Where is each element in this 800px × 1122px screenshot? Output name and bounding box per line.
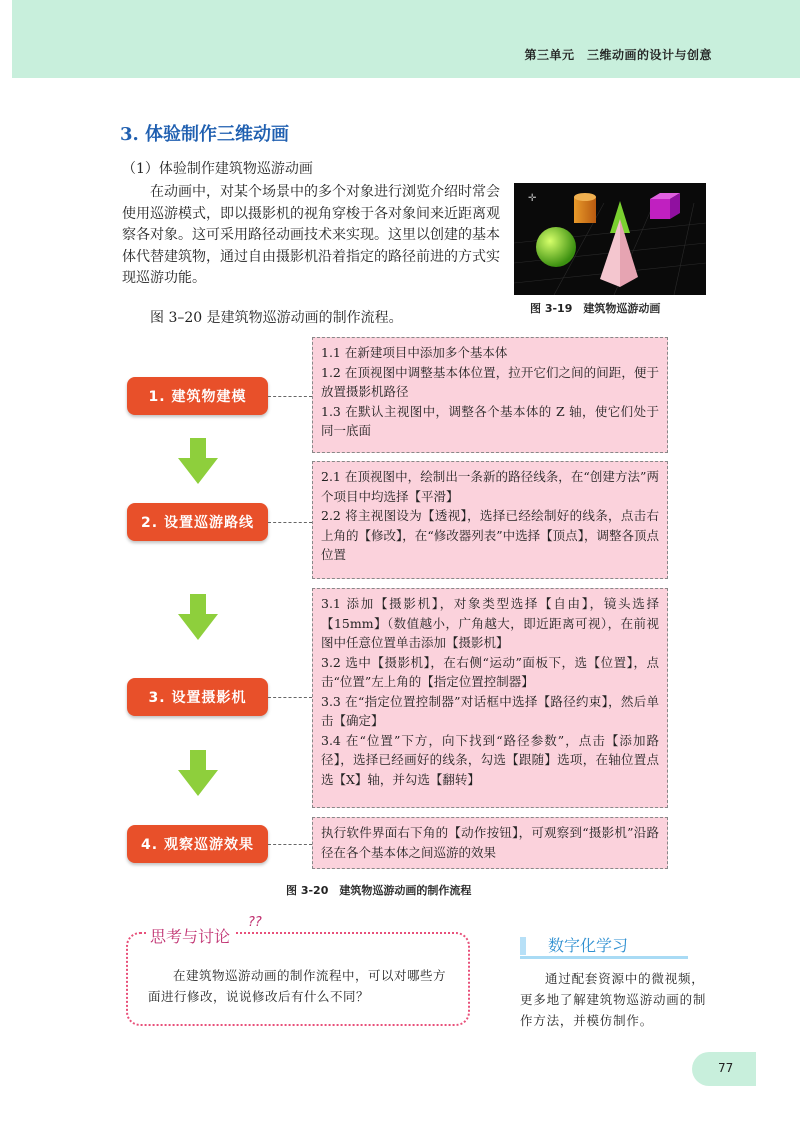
digital-accent-bar [520, 937, 526, 955]
digital-underline [520, 956, 688, 959]
detail-line: 1.1 在新建项目中添加多个基本体 [321, 345, 508, 360]
intro-paragraph: 在动画中，对某个场景中的多个对象进行浏览介绍时常会使用巡游模式，即以摄影机的视角穿梭于各对象间来近距离观察各对象。这可采用路径动画技术来实现。这里以创建的基本体代替建筑物，通过自由摄影机沿着指定的路径前进的方式实现巡游功能。 [122, 184, 500, 286]
detail-line: 3.4 在“位置”下方，向下找到“路径参数”，点击【添加路径】，选择已经画好的线条，勾选【跟随】选项，在轴位置点选【X】轴，并勾选【翻转】 [321, 732, 659, 787]
figure-3-19-caption: 图 3-19 建筑物巡游动画 [530, 302, 661, 315]
page-number: 77 [718, 1061, 734, 1075]
svg-text:✛: ✛ [528, 193, 537, 204]
header-title: 第三单元 三维动画的设计与创意 [524, 48, 712, 62]
detail-line: 2.2 将主视图设为【透视】，选择已经绘制好的线条，点击右上角的【修改】，在“修改器列表”中选择【顶点】，调整各顶点位置 [321, 508, 659, 562]
step-4-button: 4. 观察巡游效果 [127, 825, 268, 863]
flow-intro: 图 3–20 是建筑物巡游动画的制作流程。 [150, 310, 403, 326]
step-1-button: 1. 建筑物建模 [127, 377, 268, 415]
detail-line: 1.3 在默认主视图中，调整各个基本体的 Z 轴，使它们处于同一底面 [321, 403, 659, 438]
figure-3-20-caption: 图 3-20 建筑物巡游动画的制作流程 [286, 884, 472, 897]
step-2-button: 2. 设置巡游路线 [127, 503, 268, 541]
question-marks-icon: ?? [248, 915, 262, 930]
step-1-details [312, 337, 668, 453]
page-header [12, 0, 800, 78]
down-arrow-icon [178, 750, 218, 796]
step-3-details [312, 588, 668, 808]
connector-2 [268, 522, 312, 523]
detail-line: 执行软件界面右下角的【动作按钮】，可观察到“摄影机”沿路径在各个基本体之间巡游的效果 [321, 825, 659, 860]
scene-illustration [514, 183, 706, 295]
detail-line: 1.2 在顶视图中调整基本体位置，拉开它们之间的间距，便于放置摄影机路径 [321, 364, 659, 399]
detail-line: 3.2 选中【摄影机】，在右侧“运动”面板下，选【位置】，点击“位置”左上角的【指定位置控制器】 [321, 654, 659, 689]
connector-1 [268, 396, 312, 397]
think-title: 思考与讨论 [146, 924, 234, 947]
pyramid-shape [600, 219, 620, 287]
sphere-shape [536, 227, 576, 267]
down-arrow-icon [178, 594, 218, 640]
section-subtitle: （1）体验制作建筑物巡游动画 [122, 161, 313, 177]
connector-3 [268, 697, 312, 698]
detail-line: 3.3 在“指定位置控制器”对话框中选择【路径约束】，然后单击【确定】 [321, 693, 659, 728]
detail-line: 3.1 添加【摄影机】，对象类型选择【自由】，镜头选择【15mm】（数值越小，广角越大，即近距离可视），在前视图中任意位置单击添加【摄影机】 [321, 596, 659, 650]
digital-text: 通过配套资源中的微视频，更多地了解建筑物巡游动画的制作方法，并模仿制作。 [520, 971, 707, 1028]
think-text: 在建筑物巡游动画的制作流程中，可以对哪些方面进行修改，说说修改后有什么不同？ [148, 968, 447, 1004]
detail-line: 2.1 在顶视图中，绘制出一条新的路径线条，在“创建方法”两个项目中均选择【平滑】 [321, 469, 659, 504]
connector-4 [268, 844, 312, 845]
step-3-button: 3. 设置摄影机 [127, 678, 268, 716]
step-2-details [312, 461, 668, 579]
figure-3-19-image [514, 183, 706, 295]
down-arrow-icon [178, 438, 218, 484]
digital-title: 数字化学习 [548, 936, 629, 955]
step-4-details [312, 817, 668, 869]
section-title: 3. 体验制作三维动画 [120, 124, 290, 145]
